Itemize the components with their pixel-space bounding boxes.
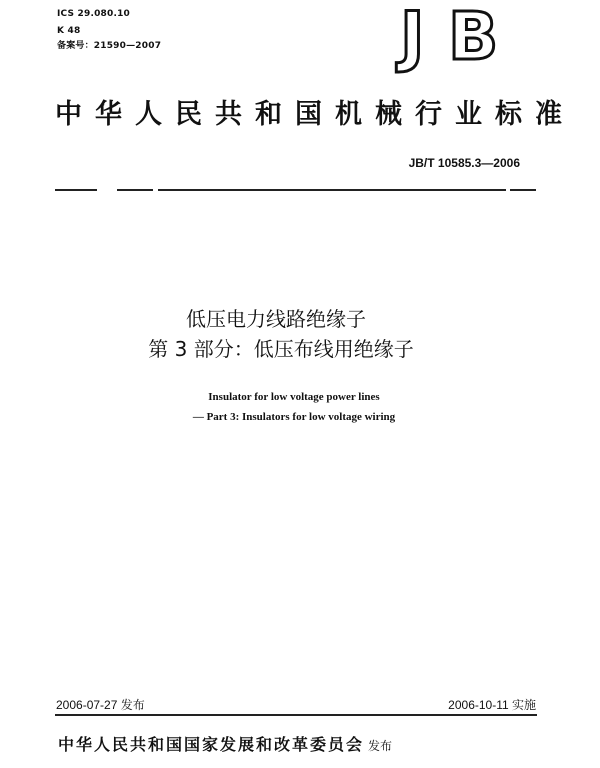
ics-code: ICS 29.080.10 xyxy=(57,9,131,19)
publisher xyxy=(58,732,392,755)
standard-number: JB/T 10585.3—2006 xyxy=(408,156,520,170)
en-title-line2: — Part 3: Insulators for low voltage wiring xyxy=(192,411,396,423)
cn-title-line1: 低压电力线路绝缘子 xyxy=(186,307,366,331)
record-number: 备案号：21590—2007 xyxy=(57,41,162,51)
classification-code: K 48 xyxy=(57,26,81,36)
cn-title-line2: 第 3 部分：低压布线用绝缘子 xyxy=(148,337,414,361)
logo-letter-b: B xyxy=(448,0,499,75)
logo-letter-j: J xyxy=(400,0,425,75)
header-rule xyxy=(117,189,153,191)
header-rule xyxy=(55,189,97,191)
standard-org-title: 中华人民共和国机械行业标准 xyxy=(55,99,575,130)
implement-date: 2006-10-11 实施 xyxy=(448,698,536,712)
header-rule xyxy=(510,189,536,191)
publisher-name: 中华人民共和国国家发展和改革委员会 xyxy=(58,735,365,754)
header-rule xyxy=(158,189,506,191)
publish-date: 2006-07-27 发布 xyxy=(56,698,145,712)
en-title-line1: Insulator for low voltage power lines xyxy=(208,391,380,403)
publisher-suffix: 发布 xyxy=(368,739,393,753)
footer-rule xyxy=(55,714,537,716)
jb-logo xyxy=(400,0,508,75)
